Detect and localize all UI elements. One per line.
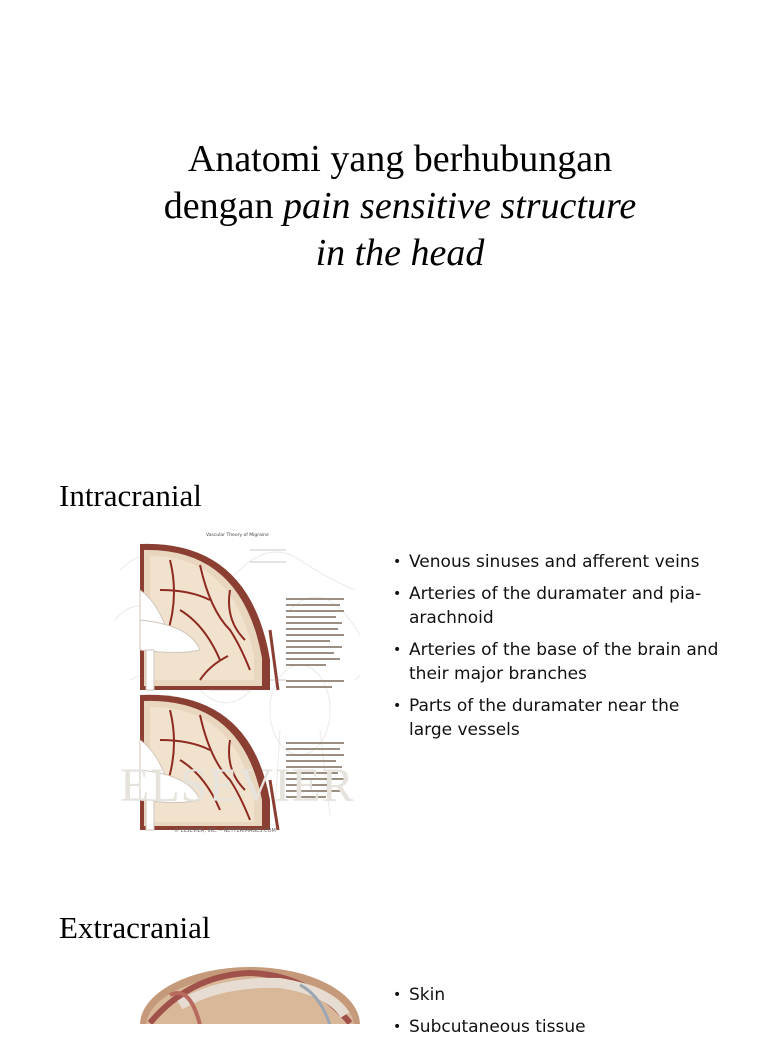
extracranial-heading: Extracranial [59,910,211,945]
extracranial-illustration [130,965,370,1024]
title-line-3-italic: in the head [315,232,485,274]
figure-caption: © ELSEVIER, INC. – NETTERIMAGES.COM [174,828,276,834]
title-line-1: Anatomi yang berhubungan [187,138,613,180]
title-line-2 [60,183,740,230]
intracranial-illustration [110,530,360,840]
title-line-3 [60,230,740,277]
figure-title: Vascular Theory of Migraine [206,533,269,538]
slide-title [60,136,740,277]
list-item: • Skin [393,983,723,1007]
title-line-2-plain: dengan [163,185,283,227]
intracranial-bullet-list [393,550,723,750]
upper-brain-section [140,544,278,690]
intracranial-heading: Intracranial [59,478,202,513]
scalp-layers-image [130,965,370,1024]
figure-watermark: ELSEVIER [120,759,355,812]
list-item: • Parts of the duramater near the large vessels [393,694,723,742]
title-line-2-italic: pain sensitive structure [283,185,637,227]
list-item: • Arteries of the base of the brain and their major branches [393,638,723,686]
list-item: • Arteries of the duramater and pia-arachnoid [393,582,723,630]
title-slide [0,0,768,430]
extracranial-bullet-list [393,983,723,1047]
list-item: • Venous sinuses and afferent veins [393,550,723,574]
list-item: • Subcutaneous tissue [393,1015,723,1039]
